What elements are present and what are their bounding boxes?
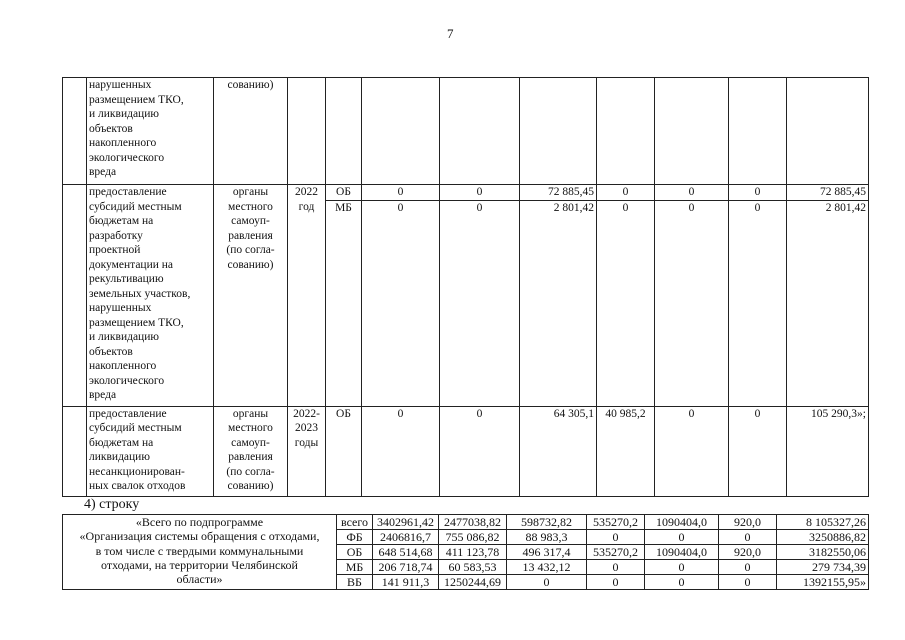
value-cell: 13 432,12 (507, 560, 587, 575)
value-cell: 40 985,2 (597, 406, 655, 496)
value-cell: 2477038,82 (439, 515, 507, 530)
value-cell: 0 (655, 406, 729, 496)
total-cell: 105 290,3»; (787, 406, 869, 496)
value-cell: 2 801,42 (520, 200, 597, 406)
funding-source: всего (337, 515, 373, 530)
total-cell: 2 801,42 (787, 200, 869, 406)
page-number: 7 (447, 26, 454, 41)
total-cell: 279 734,39 (777, 560, 869, 575)
value-cell: 60 583,53 (439, 560, 507, 575)
activity-description: предоставление субсидий местным бюджетам на разработку проектной документации на рекультивацию земельных участков, нарушенных размещением ТКО, и ликвидацию объектов накопленного экологического вреда (87, 185, 214, 407)
value-cell: 920,0 (719, 545, 777, 560)
value-cell: 0 (587, 530, 645, 545)
value-cell: 0 (362, 406, 440, 496)
executor-cell: органы местного самоуп- равления (по согла- сованию) (214, 406, 288, 496)
value-cell: 141 911,3 (373, 575, 439, 590)
total-cell: 8 105327,26 (777, 515, 869, 530)
funding-source: ФБ (337, 530, 373, 545)
value-cell: 0 (507, 575, 587, 590)
value-cell: 2406816,7 (373, 530, 439, 545)
total-cell: 3182550,06 (777, 545, 869, 560)
value-cell: 0 (440, 406, 520, 496)
funding-source: МБ (326, 200, 362, 406)
subprogram-description: «Всего по подпрограмме «Организация системы обращения с отходами, в том числе с твердыми коммунальными отходами, на территории Челябинской области» (63, 515, 337, 590)
value-cell: 64 305,1 (520, 406, 597, 496)
funding-source: МБ (337, 560, 373, 575)
value-cell: 0 (362, 185, 440, 201)
executor-cell: сованию) (214, 78, 288, 185)
value-cell: 0 (645, 530, 719, 545)
table-row (63, 515, 869, 530)
table-row (63, 185, 869, 201)
value-cell: 0 (597, 200, 655, 406)
value-cell: 598732,82 (507, 515, 587, 530)
table-row (63, 78, 869, 185)
program-activities-table (62, 77, 869, 497)
value-cell: 648 514,68 (373, 545, 439, 560)
value-cell: 206 718,74 (373, 560, 439, 575)
years-cell: 2022- 2023 годы (288, 406, 326, 496)
value-cell: 0 (729, 185, 787, 201)
value-cell: 0 (645, 575, 719, 590)
value-cell: 755 086,82 (439, 530, 507, 545)
value-cell: 0 (362, 200, 440, 406)
subprogram-total-table (62, 514, 869, 590)
value-cell: 1090404,0 (645, 515, 719, 530)
years-cell: 2022 год (288, 185, 326, 407)
value-cell: 0 (655, 185, 729, 201)
value-cell: 0 (587, 560, 645, 575)
value-cell: 0 (587, 575, 645, 590)
value-cell: 0 (729, 200, 787, 406)
value-cell: 72 885,45 (520, 185, 597, 201)
value-cell: 0 (440, 200, 520, 406)
value-cell: 0 (645, 560, 719, 575)
value-cell: 535270,2 (587, 545, 645, 560)
value-cell: 0 (597, 185, 655, 201)
value-cell: 1090404,0 (645, 545, 719, 560)
value-cell: 0 (440, 185, 520, 201)
value-cell: 535270,2 (587, 515, 645, 530)
value-cell: 411 123,78 (439, 545, 507, 560)
funding-source: ОБ (337, 545, 373, 560)
activity-description: предоставление субсидий местным бюджетам на ликвидацию несанкционирован- ных свалок отходов (87, 406, 214, 496)
value-cell: 496 317,4 (507, 545, 587, 560)
value-cell: 0 (655, 200, 729, 406)
funding-source: ОБ (326, 406, 362, 496)
section-heading: 4) строку (84, 497, 140, 512)
value-cell: 0 (729, 406, 787, 496)
value-cell: 0 (719, 575, 777, 590)
value-cell: 1250244,69 (439, 575, 507, 590)
total-cell: 1392155,95» (777, 575, 869, 590)
activity-description: нарушенных размещением ТКО, и ликвидацию объектов накопленного экологического вреда (87, 78, 214, 185)
funding-source: ОБ (326, 185, 362, 201)
executor-cell: органы местного самоуп- равления (по согла- сованию) (214, 185, 288, 407)
value-cell: 920,0 (719, 515, 777, 530)
value-cell: 3402961,42 (373, 515, 439, 530)
total-cell: 72 885,45 (787, 185, 869, 201)
total-cell: 3250886,82 (777, 530, 869, 545)
value-cell: 88 983,3 (507, 530, 587, 545)
table-row (63, 406, 869, 496)
value-cell: 0 (719, 530, 777, 545)
funding-source: ВБ (337, 575, 373, 590)
value-cell: 0 (719, 560, 777, 575)
